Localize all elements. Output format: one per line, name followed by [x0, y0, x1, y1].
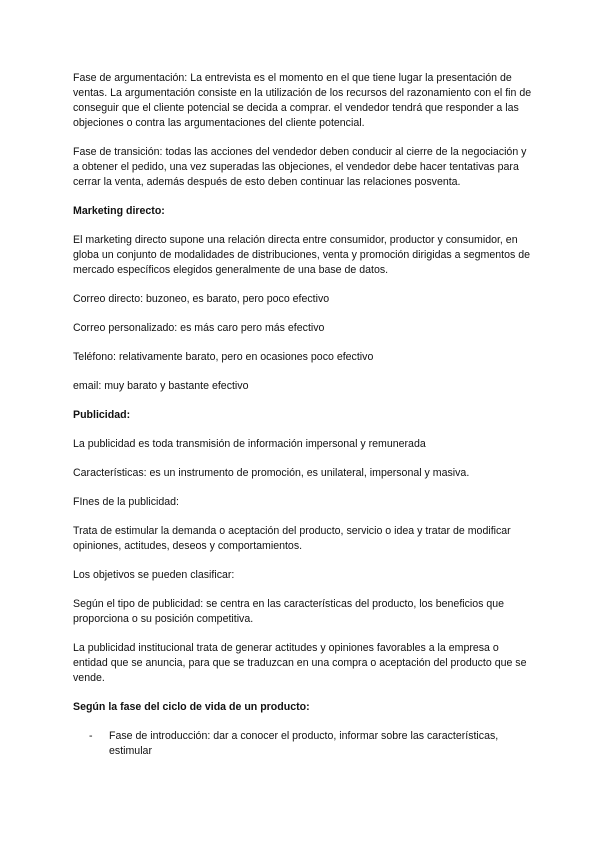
- paragraph-correo-directo: Correo directo: buzoneo, es barato, pero poco efectivo: [73, 293, 330, 305]
- heading-publicidad: Publicidad:: [73, 409, 131, 421]
- list-item-text: Fase de introducción: dar a conocer el producto, informar sobre las características, estimular: [109, 730, 499, 757]
- paragraph-email: email: muy barato y bastante efectivo: [73, 380, 249, 392]
- ciclo-list: [73, 729, 533, 759]
- paragraph-fines-label: FInes de la publicidad:: [73, 496, 180, 508]
- list-bullet: -: [89, 730, 93, 742]
- paragraph-caracteristicas: Características: es un instrumento de promoción, es unilateral, impersonal y masiva.: [73, 467, 470, 479]
- paragraph-segun-tipo: Según el tipo de publicidad: se centra en las características del producto, los beneficios que proporciona o su posición competitiva.: [73, 598, 505, 625]
- paragraph-telefono: Teléfono: relativamente barato, pero en ocasiones poco efectivo: [73, 351, 374, 363]
- paragraph-correo-personalizado: Correo personalizado: es más caro pero más efectivo: [73, 322, 325, 334]
- heading-ciclo-de-vida: Según la fase del ciclo de vida de un producto:: [73, 701, 310, 713]
- paragraph-fase-transicion: Fase de transición: todas las acciones del vendedor deben conducir al cierre de la negociación y a obtener el pedido, una vez superadas las objeciones, el vendedor debe hacer tentativas para cerrar la venta, además después de esto deben continuar las relaciones posventa.: [73, 146, 527, 188]
- paragraph-objetivos: Los objetivos se pueden clasificar:: [73, 569, 235, 581]
- paragraph-publicidad-institucional: La publicidad institucional trata de generar actitudes y opiniones favorables a la empresa o entidad que se anuncia, para que se traduzcan en una compra o aceptación del producto que se vende.: [73, 642, 527, 684]
- list-item: [73, 729, 533, 759]
- paragraph-marketing-intro: El marketing directo supone una relación directa entre consumidor, productor y consumidor, en globa un conjunto de modalidades de distribuciones, venta y promoción dirigidas a segmentos de mercado específicos elegidos generalmente de una base de datos.: [73, 234, 530, 276]
- paragraph-fase-argumentacion: Fase de argumentación: La entrevista es el momento en el que tiene lugar la presentación de ventas. La argumentación consiste en la utilización de los recursos del razonamiento con el fin de conseguir que el cliente potencial se decida a comprar. el vendedor tendrá que responder a las objeciones o contra las argumentaciones del cliente potencial.: [73, 72, 532, 129]
- document-body: [73, 71, 533, 759]
- paragraph-fines-texto: Trata de estimular la demanda o aceptación del producto, servicio o idea y tratar de modificar opiniones, actitudes, deseos y comportamientos.: [73, 525, 511, 552]
- paragraph-publicidad-definicion: La publicidad es toda transmisión de información impersonal y remunerada: [73, 438, 426, 450]
- heading-marketing-directo: Marketing directo:: [73, 205, 165, 217]
